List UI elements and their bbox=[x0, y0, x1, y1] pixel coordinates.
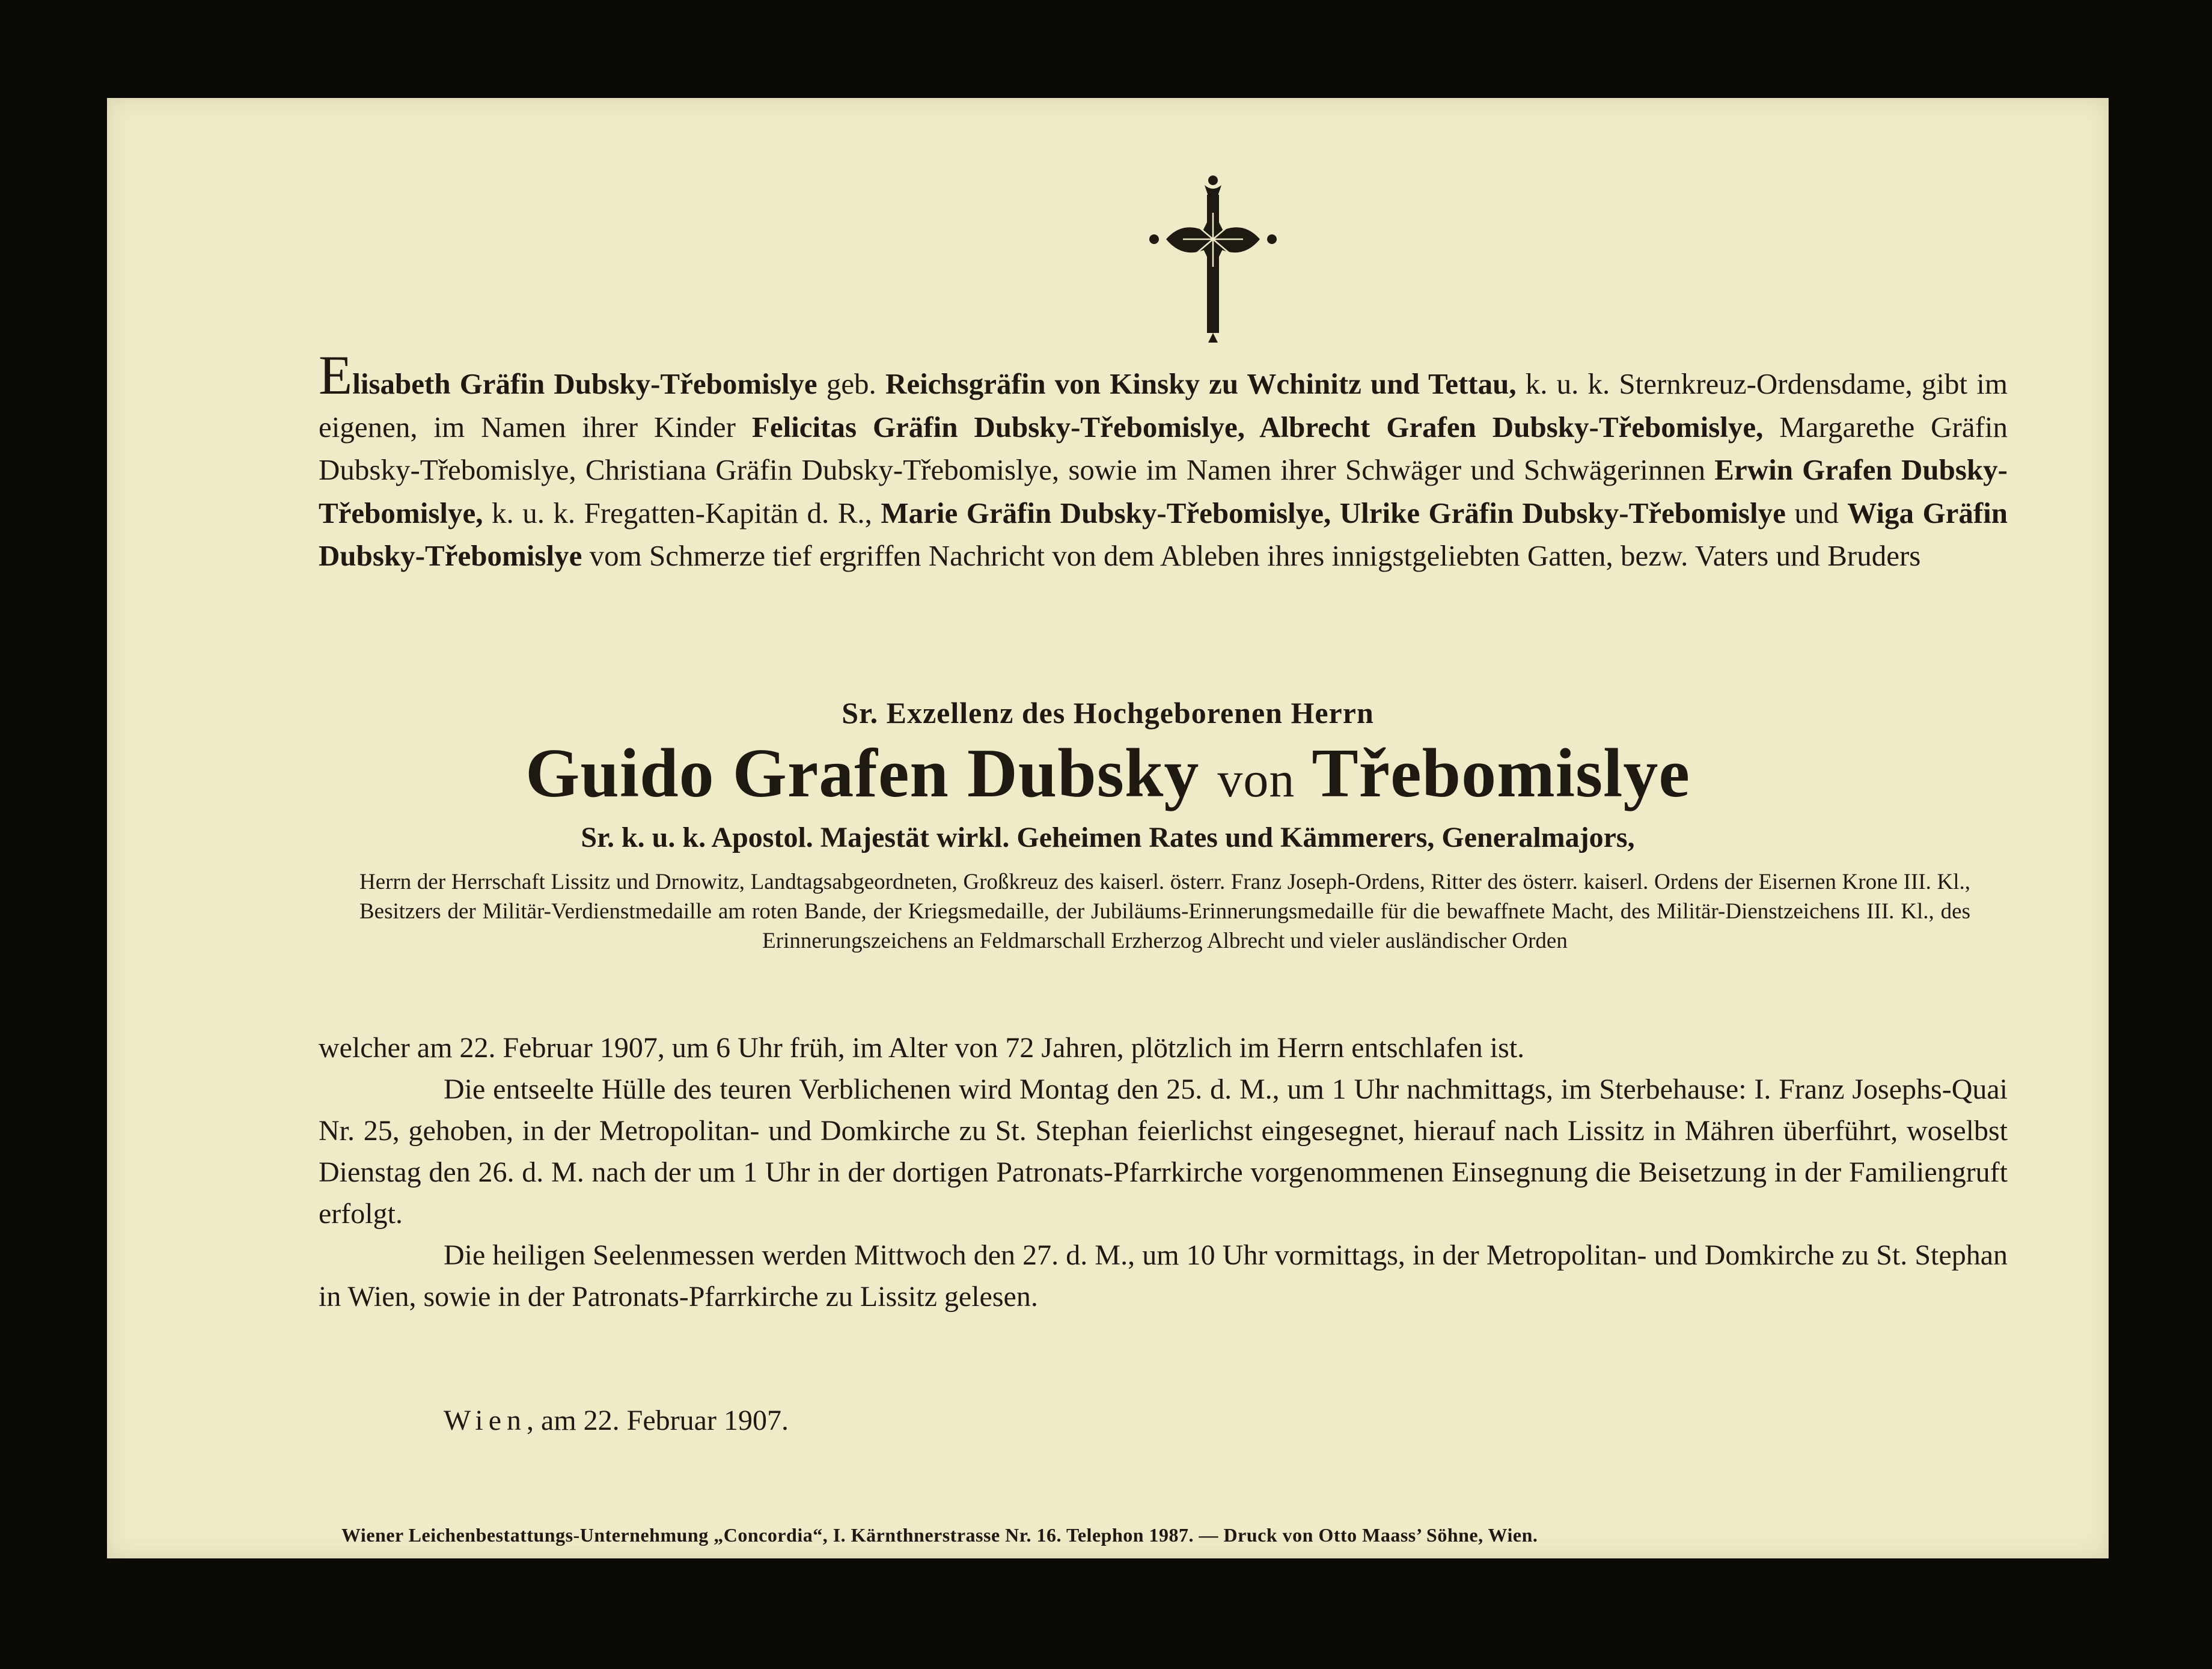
deceased-name bbox=[107, 734, 2109, 814]
announcement-text: sowie im Namen ihrer Schwäger und Schwägerinnen bbox=[1059, 453, 1715, 486]
announcement-text: Felicitas Gräfin Dubsky-Třebomislye, Albrecht Grafen Dubsky-Třebomislye, bbox=[751, 410, 1764, 444]
death-notice-card bbox=[107, 98, 2109, 1558]
name-particle: von bbox=[1217, 752, 1295, 808]
funeral-text: Die entseelte Hülle des teuren Verblichenen wird Montag den 25. d. M., um 1 Uhr nachmittags, im Sterbehause: I. Franz Josephs-Quai Nr. 25, gehoben, in der Metropolitan- und Domkirche zu St. Stephan feierlichst eingesegnet, hierauf nach Lissitz in Mähren überführt, woselbst Dienstag den 26. d. M. nach der um 1 Uhr in der dortigen Patronats-Pfarrkirche vorgenommenen Einsegnung die Beisetzung in der Familiengruft erfolgt. bbox=[319, 1073, 2008, 1230]
death-statement: welcher am 22. Februar 1907, um 6 Uhr früh, im Alter von 72 Jahren, plötzlich im Herrn entschlafen ist. bbox=[319, 1032, 1525, 1064]
deceased-family-name: Třebomislye bbox=[1312, 735, 1690, 812]
announcement-text: geb. bbox=[817, 367, 885, 400]
announcement-text: k. u. k. Fregatten-Kapitän d. R., bbox=[483, 496, 881, 529]
announcement-text: Wiga Gräfin Dubsky-Třebomislye bbox=[319, 496, 2008, 572]
announcement-text: und bbox=[1785, 496, 1848, 529]
deceased-first-name: Guido Grafen Dubsky bbox=[525, 735, 1200, 812]
death-details bbox=[319, 1027, 2008, 1317]
printer-imprint: Wiener Leichenbestattungs-Unternehmung „Concordia“, I. Kärnthnerstrasse Nr. 16. Telephon 1987. — Druck von Otto Maass’ Söhne, Wien. bbox=[341, 1524, 1538, 1546]
announcement-text: Margarethe Gräfin Dubsky-Třebomislye, Christiana Gräfin Dubsky-Třebomislye, bbox=[319, 410, 2008, 486]
masses-paragraph bbox=[319, 1234, 2008, 1317]
funeral-paragraph bbox=[319, 1069, 2008, 1234]
announcement-text: lisabeth Gräfin Dubsky-Třebomislye bbox=[352, 367, 817, 400]
masses-text: Die heiligen Seelenmessen werden Mittwoch den 27. d. M., um 10 Uhr vormittags, in der Metropolitan- und Domkirche zu St. Stephan in Wien, sowie in der Patronats-Pfarrkirche zu Lissitz gelesen. bbox=[319, 1239, 2008, 1313]
dateline-date: , am 22. Februar 1907. bbox=[527, 1405, 789, 1436]
deceased-titles: Sr. k. u. k. Apostol. Majestät wirkl. Geheimen Rates und Kämmerers, Generalmajors, bbox=[581, 822, 1635, 853]
announcement-text: k. u. k. Sternkreuz-Ordensdame, gibt im eigenen, im Namen ihrer Kinder bbox=[319, 367, 2008, 444]
announcement-text: Erwin Grafen Dubsky-Třebomislye, bbox=[319, 453, 2008, 529]
announcement-text: Marie Gräfin Dubsky-Třebomislye, Ulrike Gräfin Dubsky-Třebomislye bbox=[881, 496, 1786, 529]
deceased-honors: Herrn der Herrschaft Lissitz und Drnowitz, Landtagsabgeordneten, Großkreuz des kaiserl. österr. Franz Joseph-Ordens, Ritter des österr. kaiserl. Ordens der Eisernen Krone III. Kl., Besitzers der Militär-Verdienstmedaille am roten Bande, der Kriegsmedaille, der Jubiläums-Erinnerungsmedaille für die bewaffnete Macht, des Militär-Dienstzeichens III. Kl., des Erinnerungszeichens an Feldmarschall Erzherzog Albrecht und vieler ausländischer Orden bbox=[359, 870, 1970, 953]
announcement-text: vom Schmerze tief ergriffen Nachricht von dem Ableben ihres innigstgeliebten Gatten, bezw. Vaters und Bruders bbox=[582, 539, 1921, 572]
honorific-line: Sr. Exzellenz des Hochgeborenen Herrn bbox=[842, 696, 1374, 730]
drop-cap: E bbox=[319, 344, 353, 406]
dateline-place: Wien bbox=[444, 1405, 527, 1436]
announcement-text: Reichsgräfin von Kinsky zu Wchinitz und Tettau, bbox=[885, 367, 1517, 400]
dateline bbox=[444, 1404, 1165, 1437]
cross-icon bbox=[1147, 172, 1279, 346]
announcement-paragraph bbox=[319, 344, 2008, 578]
